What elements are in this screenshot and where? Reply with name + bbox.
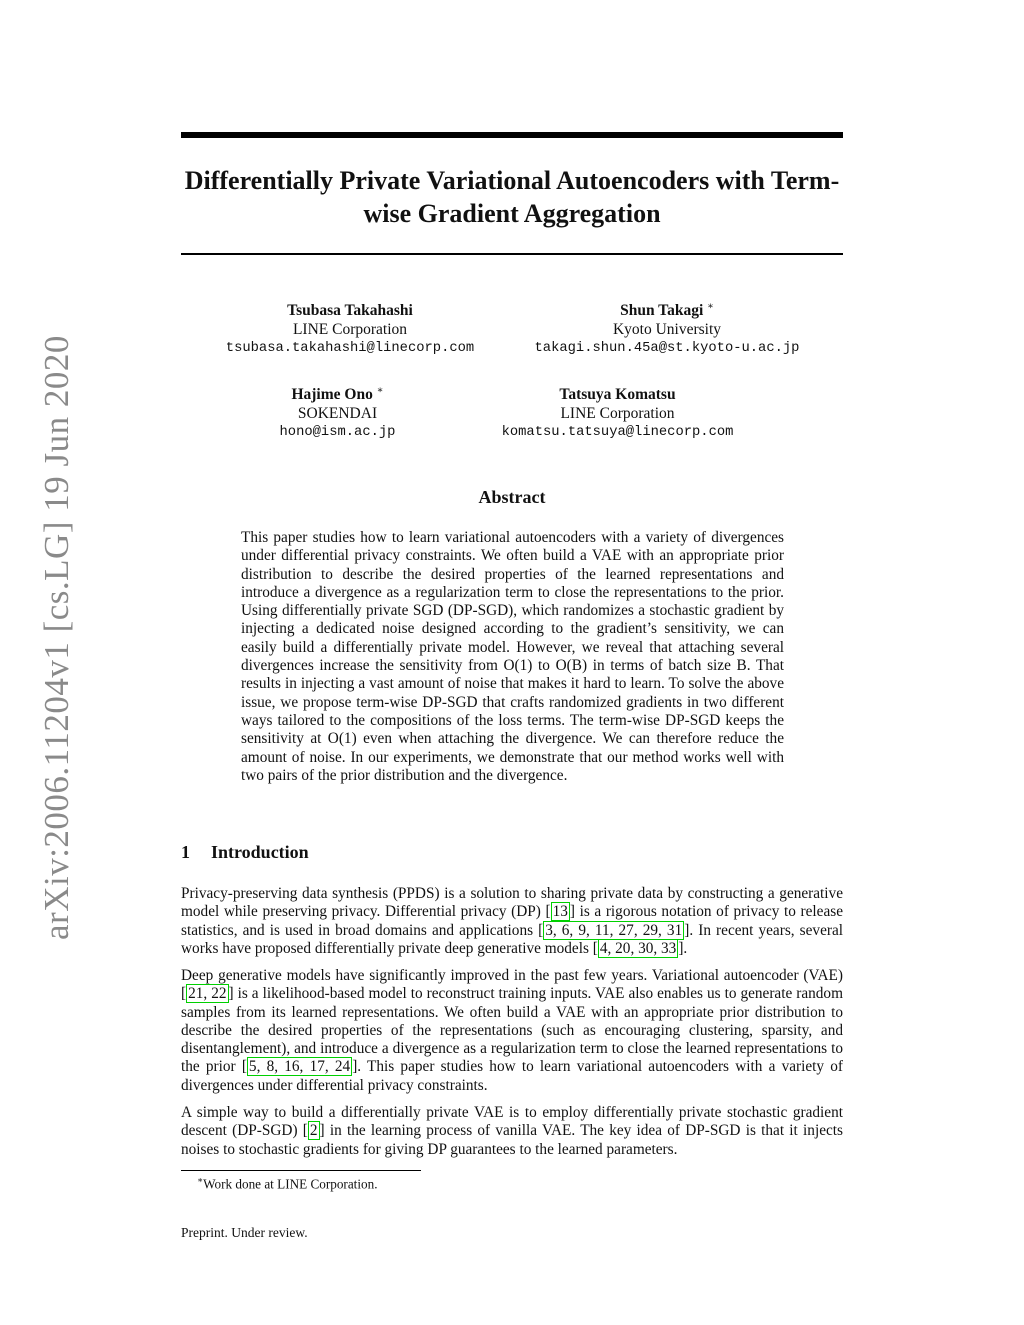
title-bottom-rule <box>181 253 843 255</box>
body-paragraph: Privacy-preserving data synthesis (PPDS) is a solution to sharing private data by constructing a generative model while preserving privacy. Differential privacy (DP) [ 13 ] is a rigorous notation of privacy to release statistics, and is used in broad domains and applications [ 3, 6, 9, 11, 27, 29, 31 ]. In recent years, several works have proposed differentially private deep generative models [ 4, 20, 30, 33 ]. <box>181 885 844 957</box>
arxiv-side-stamp: arXiv:2006.11204v1 [cs.LG] 19 Jun 2020 <box>37 335 76 940</box>
author-name: Shun Takagi ∗ <box>620 300 714 319</box>
title-top-rule <box>181 132 843 138</box>
author-name: Tatsuya Komatsu <box>559 386 676 403</box>
footnote: ∗Work done at LINE Corporation. <box>197 1175 378 1192</box>
author-block <box>522 301 812 358</box>
preprint-note: Preprint. Under review. <box>181 1225 308 1240</box>
citation-link[interactable]: 2 <box>309 1122 318 1140</box>
author-name: Hajime Ono ∗ <box>291 384 384 403</box>
abstract-text: This paper studies how to learn variational autoencoders with a variety of divergences under differential privacy constraints. We often build a VAE with an appropriate prior distribution to describe the desired properties of the learned representations and introduce a divergence as a regularization term to close the representations to the prior. Using differentially private SGD (DP-SGD), which randomizes a stochastic gradient by injecting a dedicated noise designed according to the gradient’s sensitivity, we can easily build a differentially private model. However, we reveal that attaching several divergences increase the sensitivity from O(1) to O(B) in terms of batch size B. That results in injecting a vast amount of noise that makes it hard to learn. To solve the above issue, we propose term-wise DP-SGD that crafts randomized gradients in two different ways tailored to the compositions of the loss terms. The term-wise DP-SGD keeps the sensitivity at O(1) even when attaching the divergence. We can therefore reduce the amount of noise. In our experiments, we demonstrate that our method works well with two pairs of the prior distribution and the divergence. <box>241 529 784 784</box>
author-affiliation: LINE Corporation <box>292 321 408 338</box>
author-affiliation: Kyoto University <box>612 321 722 338</box>
author-block <box>490 385 745 442</box>
citation-link[interactable]: 21, 22 <box>188 985 227 1003</box>
citation-link[interactable]: 5, 8, 16, 17, 24 <box>248 1058 351 1076</box>
author-affiliation: SOKENDAI <box>297 405 378 422</box>
citation-link[interactable]: 13 <box>552 903 568 921</box>
paper-title: Differentially Private Variational Autoencoders with Term-wise Gradient Aggregation <box>184 166 840 228</box>
section-number: 1 <box>181 842 190 862</box>
citation-link[interactable]: 3, 6, 9, 11, 27, 29, 31 <box>545 921 683 939</box>
author-block <box>210 301 490 358</box>
citation-link[interactable]: 4, 20, 30, 33 <box>599 939 677 957</box>
author-block <box>250 385 425 442</box>
section-title: Introduction <box>211 842 309 862</box>
abstract-heading: Abstract <box>478 487 546 507</box>
footnote-rule <box>181 1170 421 1171</box>
author-email: tsubasa.takahashi@linecorp.com <box>225 341 475 356</box>
author-email: takagi.shun.45a@st.kyoto-u.ac.jp <box>534 341 800 356</box>
author-email: hono@ism.ac.jp <box>279 425 396 440</box>
body-paragraph: Deep generative models have significantly improved in the past few years. Variational autoencoder (VAE) [ 21, 22 ] is a likelihood-based model to reconstruct training inputs. VAE also enables us to generate random samples from its learned representations. We often build a VAE with an appropriate prior distribution to describe the desired properties of the representations (such as encouraging clustering, sparsity, and disentanglement), and introduce a divergence as a regularization term to close the learned representations to the prior [ 5, 8, 16, 17, 24 ]. This paper studies how to learn variational autoencoders with a variety of divergences under differential privacy constraints. <box>181 967 843 1094</box>
body-paragraph: A simple way to build a differentially private VAE is to employ differentially private stochastic gradient descent (DP-SGD) [ 2 ] in the learning process of vanilla VAE. The key idea of DP-SGD is that it injects noises to stochastic gradients for giving DP guarantees to the learned parameters. <box>181 1104 843 1158</box>
author-name: Tsubasa Takahashi <box>287 302 413 319</box>
author-affiliation: LINE Corporation <box>560 405 675 422</box>
section-heading <box>181 842 309 863</box>
author-email: komatsu.tatsuya@linecorp.com <box>501 425 734 440</box>
